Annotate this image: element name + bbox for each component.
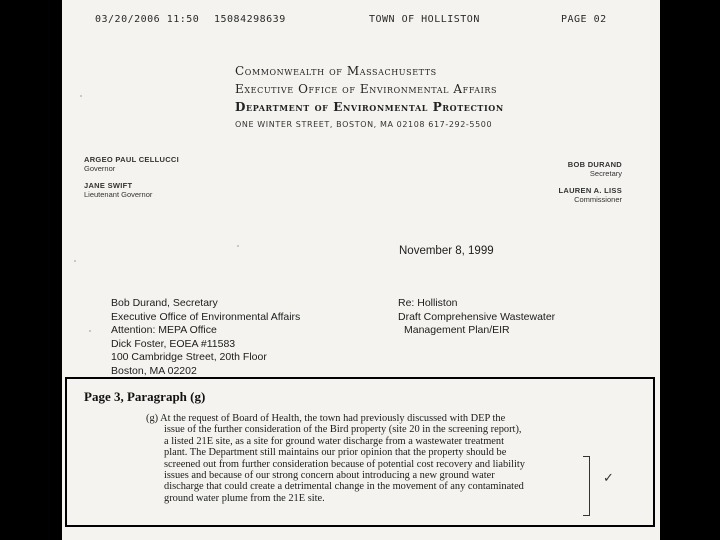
re-line: Draft Comprehensive Wastewater xyxy=(398,310,556,323)
re-line: Management Plan/EIR xyxy=(404,324,510,337)
scan-speck xyxy=(89,330,91,332)
officials-left xyxy=(84,155,179,199)
fax-sender: TOWN OF HOLLISTON xyxy=(369,14,480,25)
recipient-address xyxy=(111,297,300,379)
secretary-title: Secretary xyxy=(589,169,622,178)
officials-right xyxy=(548,160,622,204)
recipient-line: Executive Office of Environmental Affairs xyxy=(111,310,301,323)
fax-page: PAGE 02 xyxy=(561,14,607,25)
re-subject xyxy=(398,297,555,338)
paragraph-line: (g) At the request of Board of Health, the town had previously discussed with DEP the xyxy=(146,413,506,424)
recipient-line: Boston, MA 02202 xyxy=(111,364,197,377)
secretary-name: BOB DURAND xyxy=(567,160,622,169)
letter-date: November 8, 1999 xyxy=(399,245,494,257)
recipient-line: Bob Durand, Secretary xyxy=(111,297,218,309)
highlight-title: Page 3, Paragraph (g) xyxy=(84,389,206,404)
lt-governor-name: JANE SWIFT xyxy=(84,181,133,190)
recipient-line: Attention: MEPA Office xyxy=(111,324,217,337)
letterhead-office: Executive Office of Environmental Affairs xyxy=(235,82,498,96)
paragraph-line: issues and because of our strong concern about introducing a new ground water xyxy=(164,470,495,482)
commissioner-title: Commissioner xyxy=(574,195,622,204)
lt-governor-title: Lieutenant Governor xyxy=(84,190,153,199)
paragraph-line: discharge that could create a detrimental change in the movement of any contaminated xyxy=(164,481,524,493)
recipient-line: 100 Cambridge Street, 20th Floor xyxy=(111,351,267,364)
letterhead-commonwealth: Commonwealth of Massachusetts xyxy=(235,64,437,78)
fax-number: 15084298639 xyxy=(214,14,286,25)
paragraph-line: screened out from further consideration because of potential cost recovery and liability xyxy=(164,458,525,470)
scan-speck xyxy=(74,260,76,262)
re-line: Re: Holliston xyxy=(398,297,458,309)
recipient-line: Dick Foster, EOEA #11583 xyxy=(111,337,236,350)
commissioner-name: LAUREN A. LISS xyxy=(558,186,622,195)
governor-name: ARGEO PAUL CELLUCCI xyxy=(84,155,180,164)
governor-title: Governor xyxy=(84,164,116,173)
check-mark-icon: ✓ xyxy=(603,471,614,486)
scan-speck xyxy=(80,95,82,97)
paragraph-line: a listed 21E site, as a site for ground water discharge from a wastewater treatment xyxy=(164,435,504,447)
letterhead-address: ONE WINTER STREET, BOSTON, MA 02108 617-292-5500 xyxy=(235,120,493,129)
letterhead-department: Department of Environmental Protection xyxy=(235,100,504,114)
paragraph-line: issue of the further consideration of the Bird property (site 20 in the screening report), xyxy=(164,424,522,436)
paragraph-line: plant. The Department still maintains our prior opinion that the property should be xyxy=(164,447,507,459)
paragraph-g xyxy=(146,413,525,504)
margin-bracket xyxy=(583,456,590,516)
fax-datetime: 03/20/2006 11:50 xyxy=(95,14,200,25)
scan-speck xyxy=(237,245,239,247)
paragraph-line: ground water plume from the 21E site. xyxy=(164,492,325,504)
